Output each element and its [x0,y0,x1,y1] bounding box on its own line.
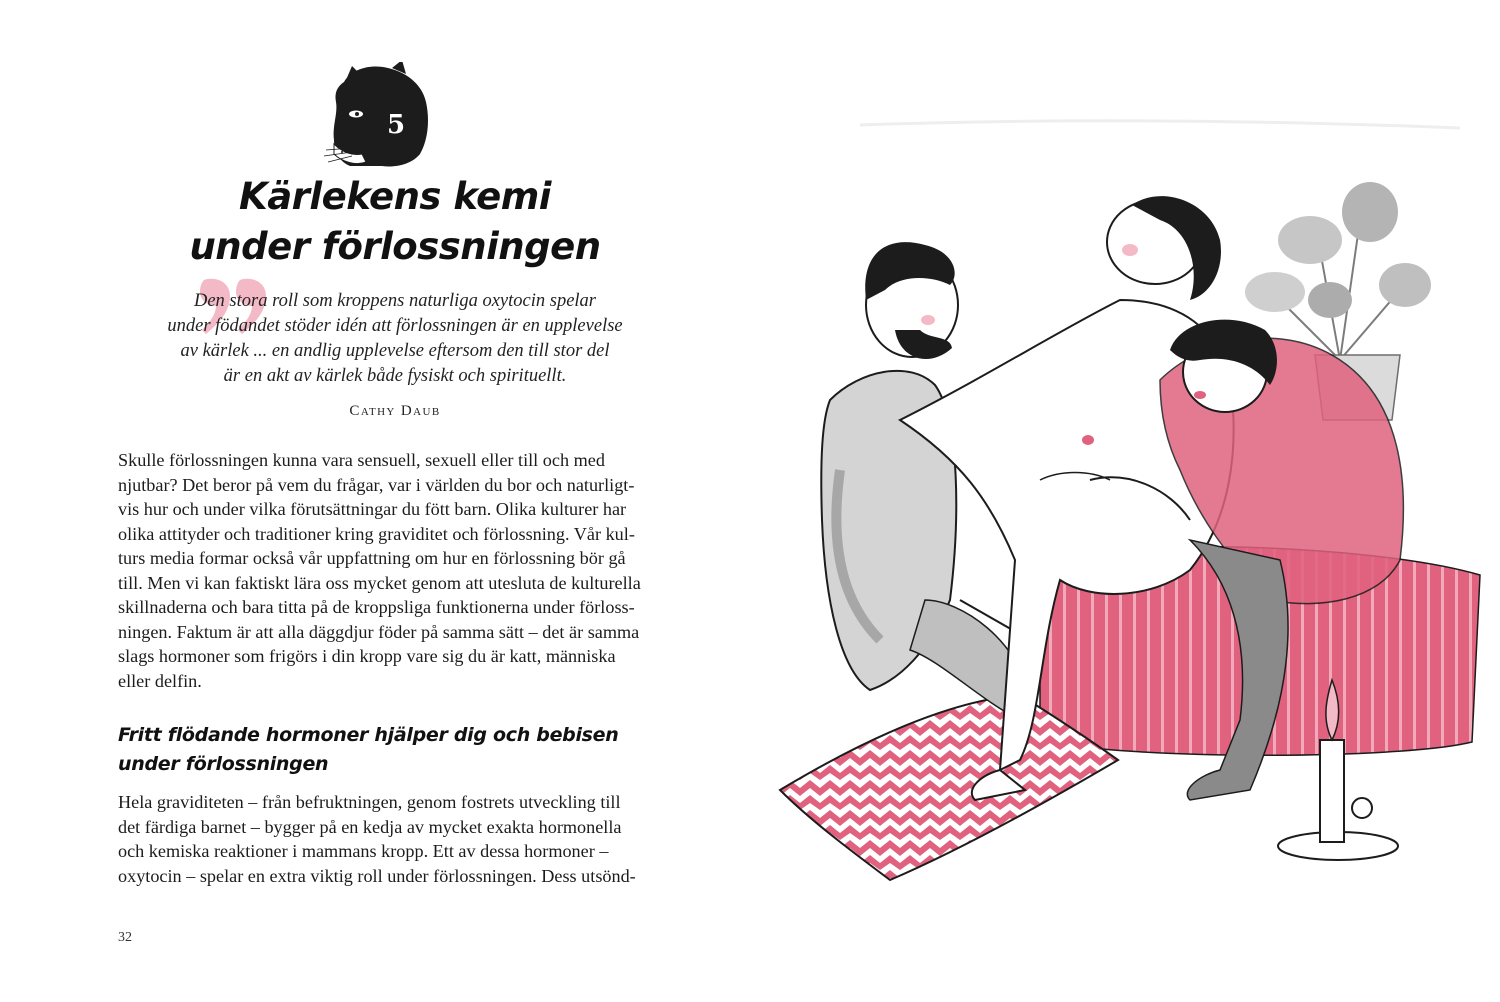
chapter-title [120,172,670,272]
text-line: vis hur och under vilka förutsättningar du fött barn. Olika kulturer har [118,499,627,519]
text-line: Skulle förlossningen kunna vara sensuell, sexuell eller till och med [118,450,605,470]
subheading-line: Fritt flödande hormoner hjälper dig och bebisen [118,724,619,746]
text-line: njutbar? Det beror på vem du frågar, var i världen du bor och naturligt- [118,474,635,495]
epigraph-line: är en akt av kärlek både fysiskt och spirituellt. [223,366,567,386]
text-line: och kemiska reaktioner i mammans kropp. Ett av dessa hormoner – [118,841,609,861]
text-line: turs media formar också vår uppfattning om hur en förlossning bör gå [118,548,626,568]
epigraph [120,289,670,389]
epigraph-line: Den stora roll som kroppens naturliga oxytocin spelar [193,291,596,311]
text-line: ningen. Faktum är att alla däggdjur föder på samma sätt – det är samma [118,621,640,642]
epigraph-line: under födandet stöder idén att förlossningen är en upplevelse [167,316,623,336]
panther-head-icon [322,62,432,170]
body-paragraph [118,790,678,888]
birth-illustration [760,0,1500,1002]
section-subheading [118,721,678,779]
body-paragraph [118,448,678,693]
epigraph-line: av kärlek ... en andlig upplevelse eftersom den till stor del [180,341,610,361]
page-number: 32 [118,930,132,945]
chapter-number: 5 [386,110,406,140]
text-line: till. Men vi kan faktiskt lära oss mycket genom att utesluta de kulturella [118,572,641,593]
text-line: slags hormoner som frigörs i din kropp vare sig du är katt, människa [118,646,616,666]
text-line: oxytocin – spelar en extra viktig roll under förlossningen. Dess utsönd- [118,865,636,886]
subheading-line: under förlossningen [118,753,329,775]
chapter-title-line: Kärlekens kemi [239,175,551,218]
text-line: det färdiga barnet – bygger på en kedja av mycket exakta hormonella [118,816,622,837]
text-line: Hela graviditeten – från befruktningen, genom fostrets utveckling till [118,792,621,812]
text-line: eller delfin. [118,670,202,691]
epigraph-attribution: Cathy Daub [349,403,441,419]
chapter-title-line: under förlossningen [189,225,601,268]
text-line: skillnaderna och bara titta på de kroppsliga funktionerna under förloss- [118,597,635,617]
right-page [760,0,1500,1002]
text-line: olika attityder och traditioner kring graviditet och förlossning. Vår kul- [118,523,635,544]
